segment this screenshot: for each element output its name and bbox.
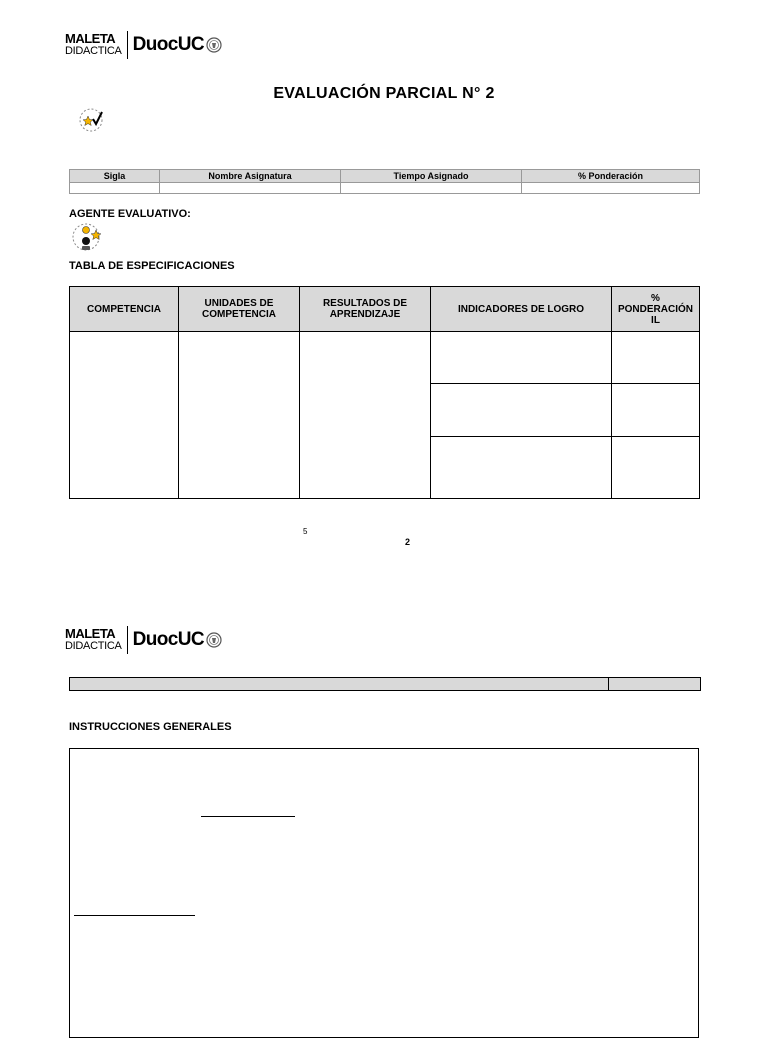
header-ponderacion-il: % PONDERACIÓN IL	[612, 287, 700, 332]
duoc-seal-icon	[206, 37, 222, 53]
cell-ponderacion	[522, 183, 700, 194]
page-title: EVALUACIÓN PARCIAL N° 2	[273, 85, 495, 102]
header-bar	[69, 677, 701, 691]
tabla-especificaciones-label: TABLA DE ESPECIFICACIONES	[69, 260, 235, 272]
cell-indicador-2	[431, 384, 612, 437]
footnote-b: 2	[405, 537, 411, 547]
cell-ponderacion-3	[612, 437, 700, 499]
logo-line2-page2: DIDACTICA	[65, 640, 122, 652]
maleta-didactica-wordmark	[65, 33, 122, 57]
duoc-seal-icon	[206, 632, 222, 648]
header-ponderacion: % Ponderación	[522, 170, 700, 183]
cell-nombre-asignatura	[160, 183, 341, 194]
logo-divider-page2	[127, 626, 128, 654]
header-unidades-competencia: UNIDADES DE COMPETENCIA	[179, 287, 300, 332]
header-bar-divider	[608, 677, 609, 691]
cell-competencia	[70, 332, 179, 499]
cell-tiempo-asignado	[341, 183, 522, 194]
instrucciones-generales-label: INSTRUCCIONES GENERALES	[69, 721, 232, 733]
cell-unidades-competencia	[179, 332, 300, 499]
maleta-didactica-wordmark-page2	[65, 628, 122, 652]
logo-line1-page2: MALETA	[65, 626, 116, 641]
header-competencia: COMPETENCIA	[70, 287, 179, 332]
duoc-brand: DuocUC	[132, 34, 204, 55]
duoc-brand-page2: DuocUC	[132, 629, 204, 650]
header-sigla: Sigla	[70, 170, 160, 183]
cell-ponderacion-2	[612, 384, 700, 437]
specification-table	[69, 286, 700, 499]
cell-sigla	[70, 183, 160, 194]
logo-divider	[127, 31, 128, 59]
agente-evaluativo-label: AGENTE EVALUATIVO:	[69, 208, 191, 220]
footnote-a: 5	[303, 527, 308, 536]
logo-line1: MALETA	[65, 31, 116, 46]
underline-blank-2	[74, 915, 195, 916]
header-resultados-aprendizaje: RESULTADOS DE APRENDIZAJE	[300, 287, 431, 332]
evaluation-star-check-icon	[78, 106, 106, 134]
logo-line2: DIDACTICA	[65, 45, 122, 57]
header-nombre-asignatura: Nombre Asignatura	[160, 170, 341, 183]
cell-ponderacion-1	[612, 332, 700, 384]
cell-indicador-3	[431, 437, 612, 499]
instructions-box	[69, 748, 699, 1038]
header-tiempo-asignado: Tiempo Asignado	[341, 170, 522, 183]
maleta-duoc-logo	[65, 30, 222, 60]
underline-blank-1	[201, 816, 295, 817]
info-table	[69, 169, 700, 194]
cell-resultados-aprendizaje	[300, 332, 431, 499]
maleta-duoc-logo-page2	[65, 625, 222, 655]
cell-indicador-1	[431, 332, 612, 384]
evaluator-agent-icon	[71, 222, 105, 252]
header-indicadores-logro: INDICADORES DE LOGRO	[431, 287, 612, 332]
